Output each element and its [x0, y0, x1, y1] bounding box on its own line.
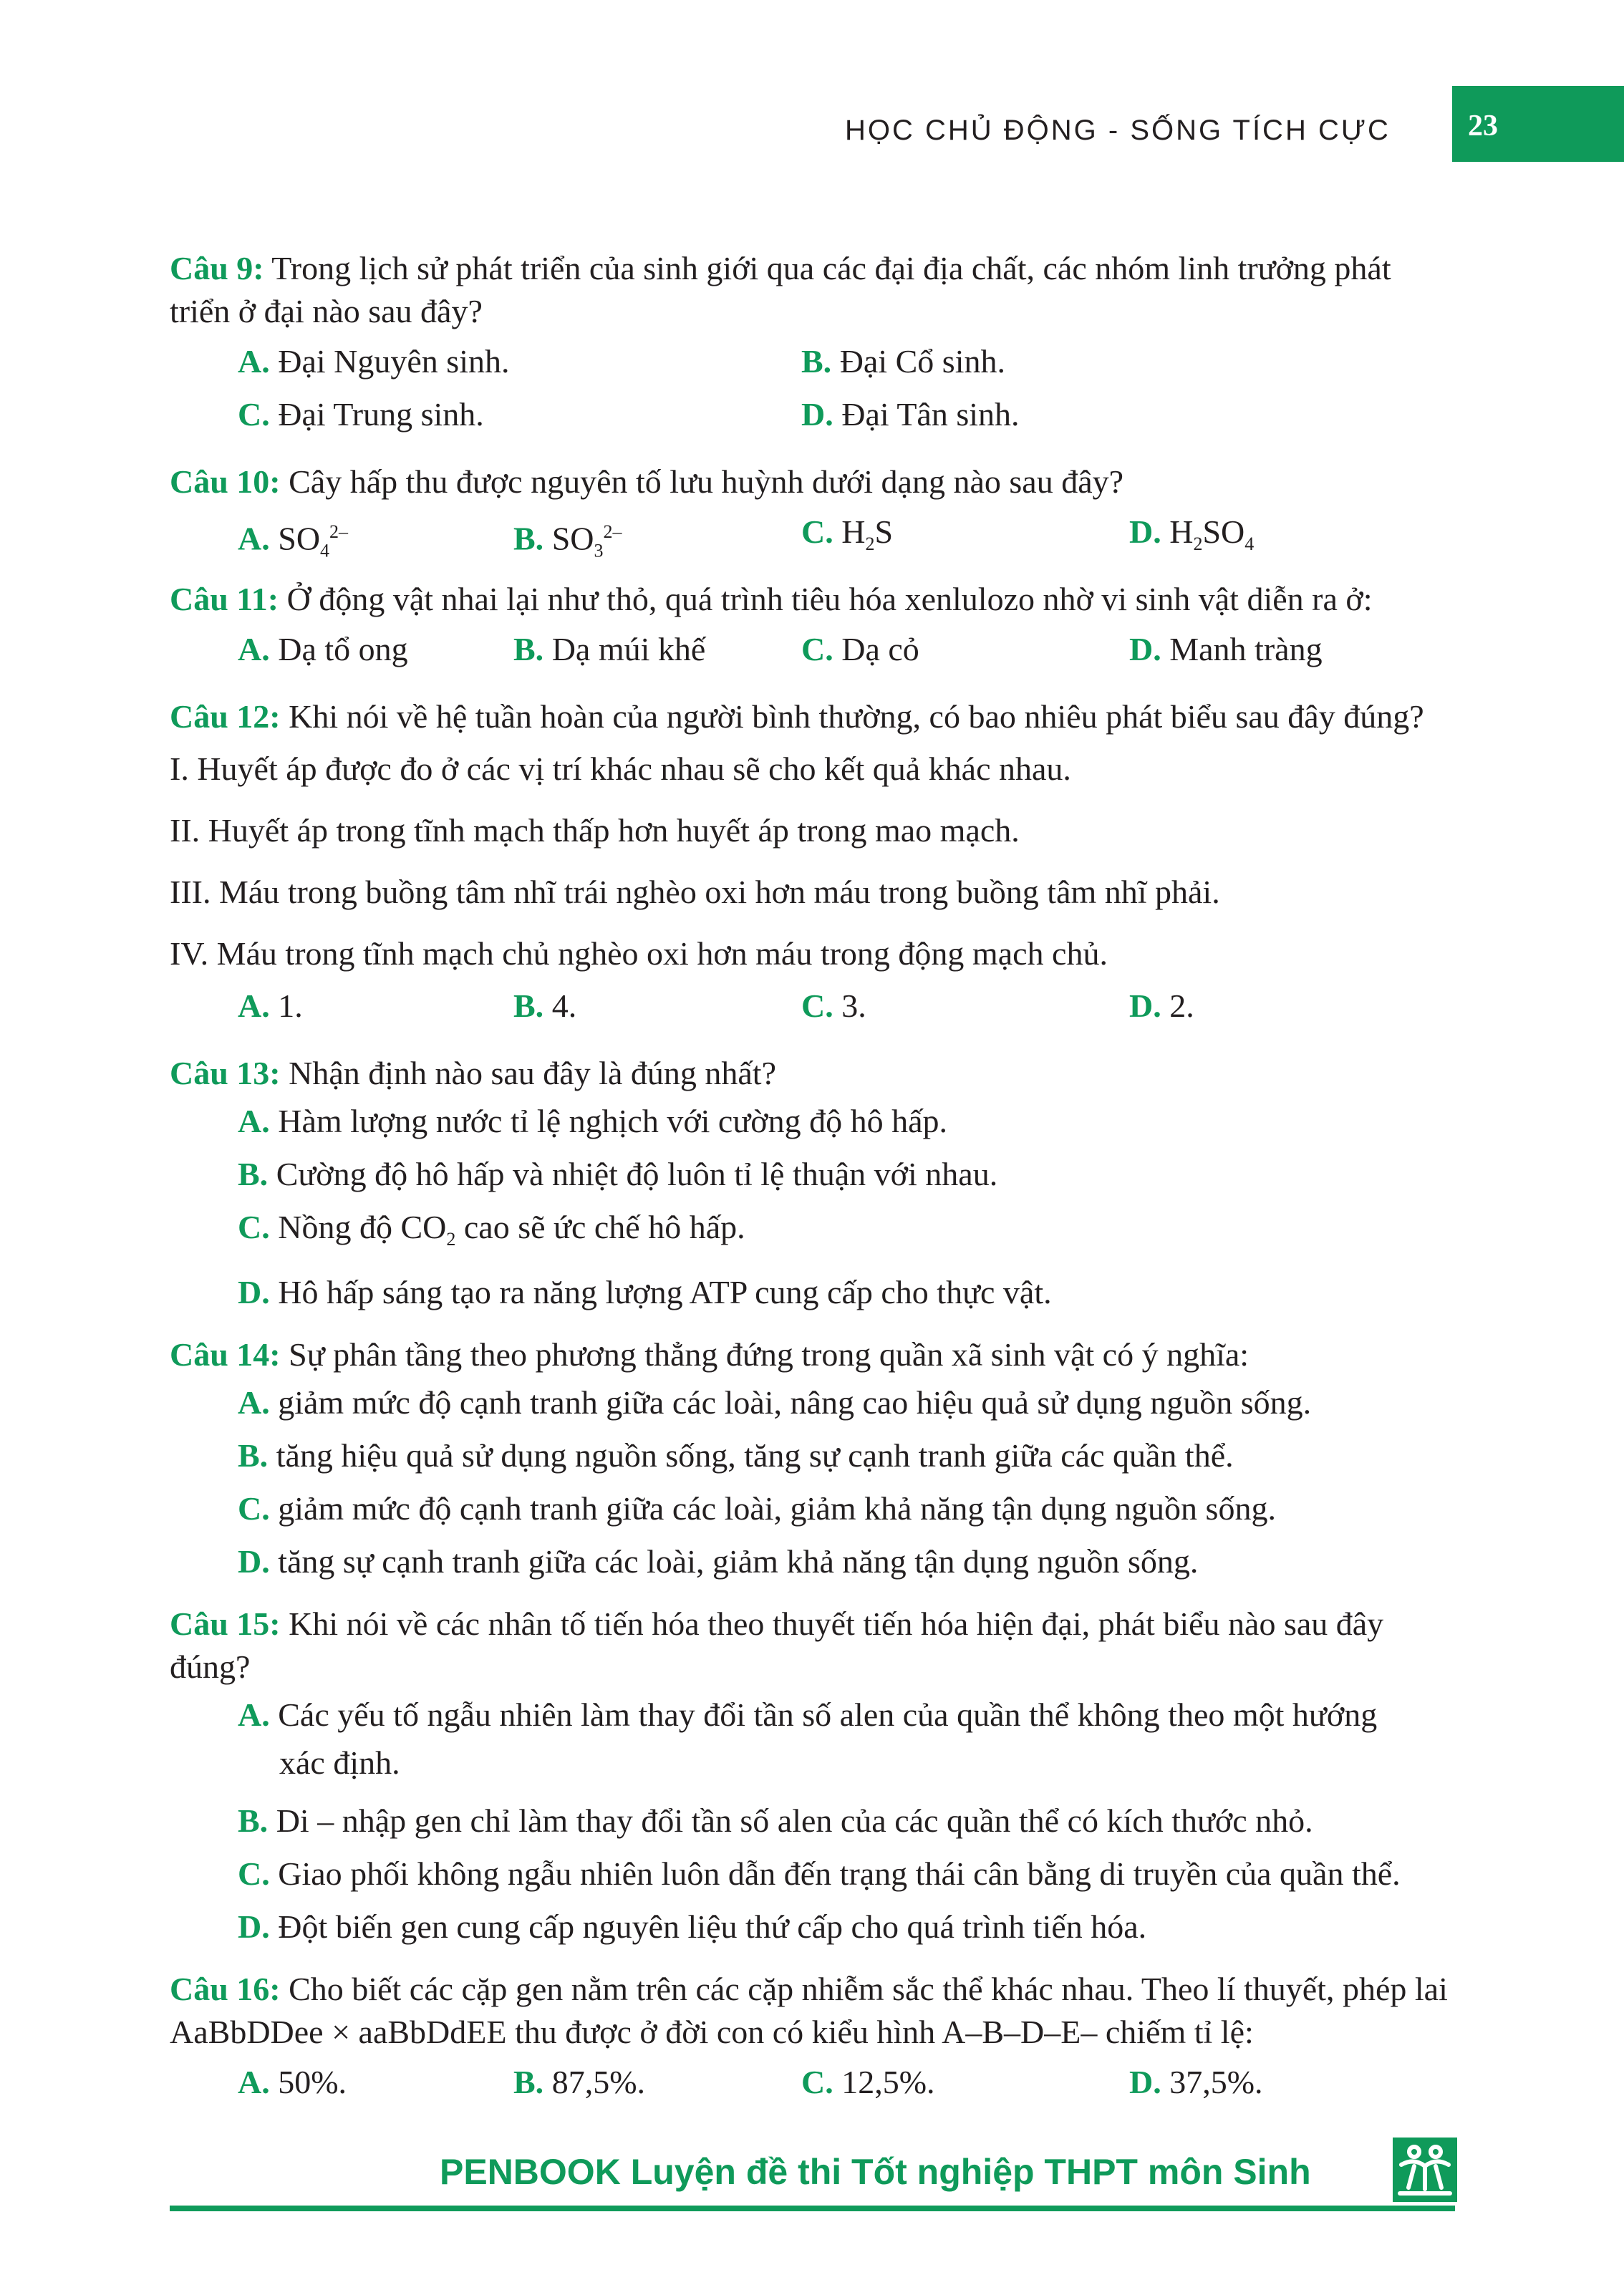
option-d: D. tăng sự cạnh tranh giữa các loài, giảm khả năng tận dụng nguồn sống. — [238, 1543, 1199, 1580]
option-d: D. Manh tràng — [1129, 631, 1323, 667]
options-row — [170, 985, 1455, 1038]
option-d: D. Đại Tân sinh. — [801, 396, 1020, 433]
question-text: Cây hấp thu được nguyên tố lưu huỳnh dưới dạng nào sau đây? — [289, 463, 1124, 500]
question-9 — [170, 247, 1455, 446]
footer-title: PENBOOK Luyện đề thi Tốt nghiệp THPT môn Sinh — [440, 2152, 1311, 2192]
question-text: Nhận định nào sau đây là đúng nhất? — [289, 1055, 777, 1091]
question-16 — [170, 1968, 1455, 2114]
question-text: Sự phân tầng theo phương thẳng đứng trong quần xã sinh vật có ý nghĩa: — [289, 1336, 1250, 1373]
option-c: C. giảm mức độ cạnh tranh giữa các loài, giảm khả năng tận dụng nguồn sống. — [238, 1490, 1276, 1527]
option-d: D. Hô hấp sáng tạo ra năng lượng ATP cung cấp cho thực vật. — [238, 1274, 1052, 1311]
options-row — [170, 2061, 1455, 2114]
option-a: A. 50%. — [238, 2064, 347, 2101]
question-12 — [170, 695, 1455, 1038]
question-label: Câu 11: — [170, 581, 279, 617]
options-row — [170, 340, 1455, 393]
option-a: A. Hàm lượng nước tỉ lệ nghịch với cường độ hô hấp. — [238, 1103, 948, 1139]
footer-divider — [170, 2206, 1455, 2211]
option-a: A. 1. — [238, 987, 303, 1024]
question-14 — [170, 1333, 1455, 1588]
option-c: C. Đại Trung sinh. — [238, 396, 484, 433]
option-c: C. 12,5%. — [801, 2064, 935, 2101]
statement-1: I. Huyết áp được đo ở các vị trí khác nhau sẽ cho kết quả khác nhau. — [170, 750, 1071, 787]
question-label: Câu 9: — [170, 250, 264, 286]
header-title: HỌC CHỦ ĐỘNG - SỐNG TÍCH CỰC — [845, 115, 1391, 146]
question-label: Câu 10: — [170, 463, 281, 500]
page-number: 23 — [1468, 110, 1498, 143]
options-row — [170, 628, 1455, 681]
option-c: C. Nồng độ $CO_2$ cao sẽ ức chế hô hấp. — [238, 1209, 745, 1250]
option-d: D. $H_2SO_4$ — [1129, 513, 1255, 555]
option-b: B. Đại Cổ sinh. — [801, 343, 1005, 380]
question-label: Câu 15: — [170, 1605, 281, 1643]
question-label: Câu 13: — [170, 1055, 281, 1091]
option-a: A. $SO_4^{2-}$ — [238, 520, 349, 561]
statement-2: II. Huyết áp trong tĩnh mạch thấp hơn huyết áp trong mao mạch. — [170, 812, 1020, 849]
question-15 — [170, 1603, 1455, 1953]
question-text: Ở động vật nhai lại như thỏ, quá trình tiêu hóa xenlulozo nhờ vi sinh vật diễn ra ở: — [286, 581, 1373, 617]
question-10 — [170, 460, 1455, 564]
option-d: D. Đột biến gen cung cấp nguyên liệu thứ cấp cho quá trình tiến hóa. — [238, 1908, 1147, 1946]
question-13 — [170, 1052, 1455, 1319]
option-b: B. Di – nhập gen chỉ làm thay đổi tần số alen của các quần thể có kích thước nhỏ. — [238, 1802, 1313, 1840]
option-c: C. 3. — [801, 987, 866, 1024]
question-text: Khi nói về hệ tuần hoàn của người bình thường, có bao nhiêu phát biểu sau đây đúng? — [289, 698, 1424, 735]
option-d: D. 37,5%. — [1129, 2064, 1263, 2101]
options-row — [170, 511, 1455, 564]
question-text: Cho biết các cặp gen nằm trên các cặp nhiễm sắc thể khác nhau. Theo lí thuyết, phép lai AaBbDDee × aaBbDdEE thu được ở đời con có kiểu hình A–B–D–E– chiếm tỉ lệ: — [170, 1971, 1448, 2051]
option-b: B. Cường độ hô hấp và nhiệt độ luôn tỉ lệ thuận với nhau. — [238, 1156, 998, 1192]
question-text: Trong lịch sử phát triển của sinh giới qua các đại địa chất, các nhóm linh trưởng phát triển ở đại nào sau đây? — [170, 250, 1391, 329]
option-a: A. Dạ tổ ong — [238, 631, 408, 667]
question-label: Câu 12: — [170, 698, 281, 735]
question-text: Khi nói về các nhân tố tiến hóa theo thuyết tiến hóa hiện đại, phát biểu nào sau đây đúng? — [170, 1605, 1384, 1686]
option-c: C. Dạ cỏ — [801, 631, 919, 667]
option-d: D. 2. — [1129, 987, 1194, 1024]
question-11 — [170, 578, 1455, 681]
option-b: B. 87,5%. — [513, 2064, 646, 2101]
question-label: Câu 14: — [170, 1336, 281, 1373]
option-a: A. Đại Nguyên sinh. — [238, 343, 510, 380]
option-b: B. Dạ múi khế — [513, 631, 706, 667]
penbook-logo-icon — [1393, 2138, 1457, 2202]
statement-4: IV. Máu trong tĩnh mạch chủ nghèo oxi hơn máu trong động mạch chủ. — [170, 935, 1108, 972]
question-list — [170, 247, 1455, 2128]
option-b: B. 4. — [513, 987, 577, 1024]
question-label: Câu 16: — [170, 1971, 281, 2008]
option-a: A. giảm mức độ cạnh tranh giữa các loài, nâng cao hiệu quả sử dụng nguồn sống. — [238, 1384, 1312, 1421]
option-b: B. $SO_3^{2-}$ — [513, 520, 622, 561]
option-b: B. tăng hiệu quả sử dụng nguồn sống, tăng sự cạnh tranh giữa các quần thể. — [238, 1437, 1234, 1474]
option-c: C. Giao phối không ngẫu nhiên luôn dẫn đến trạng thái cân bằng di truyền của quần thể. — [238, 1855, 1401, 1893]
option-c: C. $H_2S$ — [801, 513, 894, 555]
options-row — [170, 393, 1455, 446]
statement-3: III. Máu trong buồng tâm nhĩ trái nghèo oxi hơn máu trong buồng tâm nhĩ phải. — [170, 874, 1220, 910]
option-a: A. Các yếu tố ngẫu nhiên làm thay đổi tần số alen của quần thể không theo một hướng xác định. — [238, 1696, 1378, 1782]
